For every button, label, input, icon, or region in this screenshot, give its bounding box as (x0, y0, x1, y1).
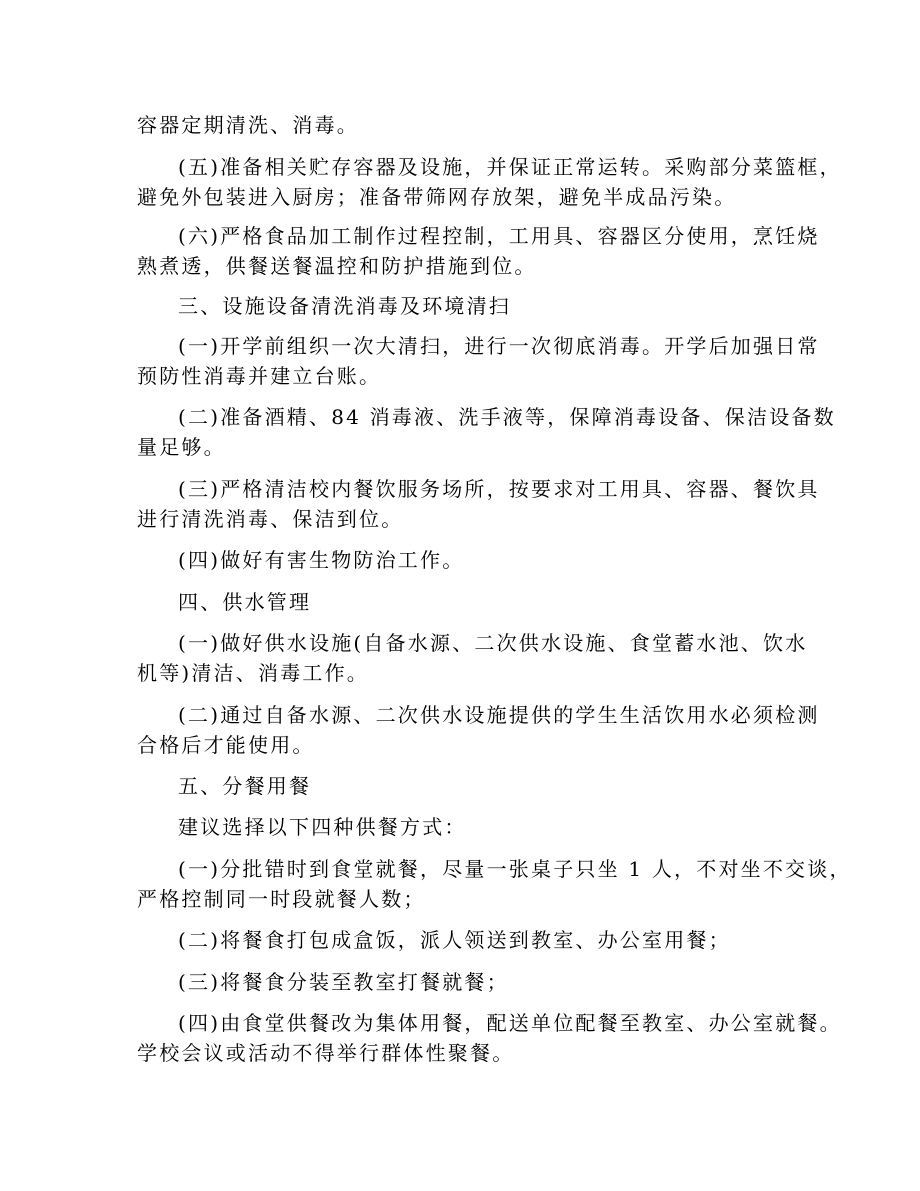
text-line: (六)严格食品加工制作过程控制，工用具、容器区分使用，烹饪烧 (178, 224, 820, 248)
text-line: 熟煮透，供餐送餐温控和防护措施到位。 (137, 254, 537, 278)
text-line: 严格控制同一时段就餐人数； (137, 887, 426, 911)
text-line: 进行清洗消毒、保洁到位。 (137, 507, 404, 531)
section-heading: 四、供水管理 (178, 590, 312, 614)
text-line: (一)分批错时到食堂就餐，尽量一张桌子只坐 1 人，不对坐不交谈， (178, 857, 852, 881)
text-line: (四)做好有害生物防治工作。 (178, 548, 465, 572)
section-heading: 五、分餐用餐 (178, 774, 312, 798)
text-line: (三)将餐食分装至教室打餐就餐； (178, 970, 509, 994)
text-line: (三)严格清洁校内餐饮服务场所，按要求对工用具、容器、餐饮具 (178, 477, 820, 501)
text-line: (一)开学前组织一次大清扫，进行一次彻底消毒。开学后加强日常 (178, 334, 820, 358)
text-line: 学校会议或活动不得举行群体性聚餐。 (137, 1041, 515, 1065)
text-line: 机等)清洁、消毒工作。 (137, 661, 370, 685)
text-line: 量足够。 (137, 435, 226, 459)
text-line: 避免外包装进入厨房；准备带筛网存放架，避免半成品污染。 (137, 185, 737, 209)
text-line: (四)由食堂供餐改为集体用餐，配送单位配餐至教室、办公室就餐。 (178, 1011, 842, 1035)
text-line: 建议选择以下四种供餐方式： (178, 815, 467, 839)
text-line: 容器定期清洗、消毒。 (137, 113, 359, 137)
section-heading: 三、设施设备清洗消毒及环境清扫 (178, 294, 511, 318)
text-line: (五)准备相关贮存容器及设施，并保证正常运转。采购部分菜篮框， (178, 155, 842, 179)
text-line: 预防性消毒并建立台账。 (137, 364, 382, 388)
text-line: (二)将餐食打包成盒饭，派人领送到教室、办公室用餐； (178, 928, 731, 952)
text-line: (一)做好供水设施(自备水源、二次供水设施、食堂蓄水池、饮水 (178, 631, 808, 655)
text-line: (二)准备酒精、84 消毒液、洗手液等，保障消毒设备、保洁设备数 (178, 405, 836, 429)
text-line: 合格后才能使用。 (137, 733, 315, 757)
text-line: (二)通过自备水源、二次供水设施提供的学生生活饮用水必须检测 (178, 703, 820, 727)
